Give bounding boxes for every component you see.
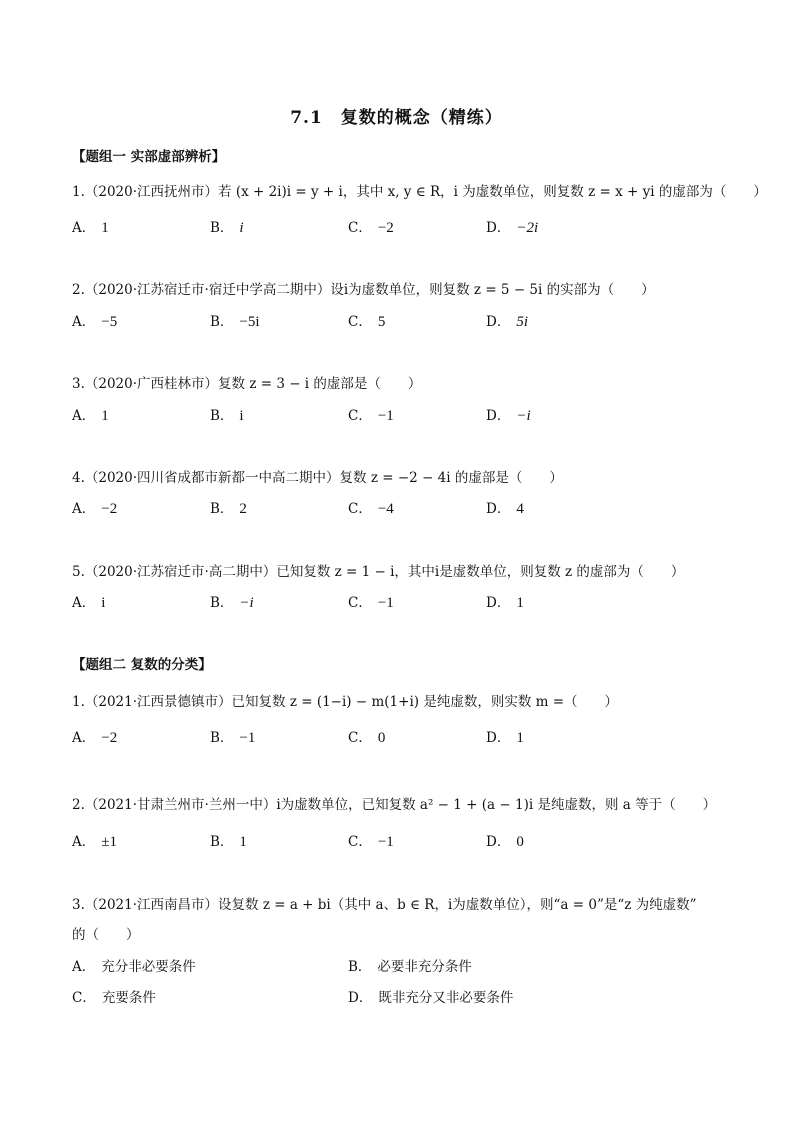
option-b[interactable]: B． i: [210, 408, 244, 424]
option-a[interactable]: A． −2: [72, 501, 118, 517]
question-stem: 4.（2020·四川省成都市新都一中高二期中）复数 z = −2 − 4i 的虚部是（ ）: [72, 470, 563, 486]
option-d[interactable]: D． −i: [486, 408, 531, 424]
option-b[interactable]: B． 必要非充分条件: [348, 959, 472, 975]
option-d[interactable]: D． 既非充分又非必要条件: [348, 990, 514, 1006]
option-c[interactable]: C． 0: [348, 730, 386, 746]
option-c[interactable]: C． −1: [348, 595, 394, 611]
option-d[interactable]: D． −2i: [486, 220, 539, 236]
option-b[interactable]: B． −5i: [210, 314, 260, 330]
option-b[interactable]: B． 2: [210, 501, 247, 517]
option-d[interactable]: D． 0: [486, 834, 524, 850]
question-stem: 2.（2020·江苏宿迁市·宿迁中学高二期中）设i为虚数单位，则复数 z = 5 − 5i 的实部为（ ）: [72, 282, 655, 298]
option-c[interactable]: C． −1: [348, 834, 394, 850]
option-b[interactable]: B． i: [210, 220, 244, 236]
question-stem: 2.（2021·甘肃兰州市·兰州一中）i为虚数单位，已知复数 a² − 1 + (a − 1)i 是纯虚数，则 a 等于（ ）: [72, 797, 717, 813]
question-stem: 1.（2020·江西抚州市）若 (x + 2i)i = y + i，其中 x, y ∈ R，i 为虚数单位，则复数 z = x + yi 的虚部为（ ）: [72, 184, 767, 200]
section-heading-group2: 【题组二 复数的分类】: [72, 657, 212, 673]
option-a[interactable]: A． 充分非必要条件: [72, 959, 196, 975]
option-a[interactable]: A． −2: [72, 730, 118, 746]
option-d[interactable]: D． 1: [486, 730, 524, 746]
question-stem: 5.（2020·江苏宿迁市·高二期中）已知复数 z = 1 − i，其中i是虚数单位，则复数 z 的虚部为（ ）: [72, 564, 685, 580]
option-c[interactable]: C． 5: [348, 314, 386, 330]
option-c[interactable]: C． −1: [348, 408, 394, 424]
option-b[interactable]: B． −1: [210, 730, 256, 746]
option-a[interactable]: A． 1: [72, 408, 109, 424]
option-d[interactable]: D． 1: [486, 595, 524, 611]
option-a[interactable]: A． ±1: [72, 834, 117, 850]
section-heading-group1: 【题组一 实部虚部辨析】: [72, 149, 226, 165]
question-stem: 3.（2021·江西南昌市）设复数 z = a + bi（其中 a、b ∈ R，i为虚数单位），则“a = 0”是“z 为纯虚数”: [72, 897, 697, 913]
option-d[interactable]: D． 4: [486, 501, 524, 517]
question-stem: 3.（2020·广西桂林市）复数 z = 3 − i 的虚部是（ ）: [72, 376, 422, 392]
option-c[interactable]: C． −2: [348, 220, 394, 236]
option-c[interactable]: C． 充要条件: [72, 990, 156, 1006]
option-a[interactable]: A． 1: [72, 220, 109, 236]
option-d[interactable]: D． 5i: [486, 314, 528, 330]
option-b[interactable]: B． 1: [210, 834, 247, 850]
option-c[interactable]: C． −4: [348, 501, 394, 517]
option-a[interactable]: A． −5: [72, 314, 118, 330]
option-a[interactable]: A． i: [72, 595, 106, 611]
page-title: 7.1 复数的概念（精练）: [290, 108, 503, 128]
question-stem-continuation: 的（ ）: [72, 927, 140, 943]
question-stem: 1.（2021·江西景德镇市）已知复数 z = (1−i) − m(1+i) 是纯虚数，则实数 m =（ ）: [72, 694, 619, 710]
option-b[interactable]: B． −i: [210, 595, 254, 611]
